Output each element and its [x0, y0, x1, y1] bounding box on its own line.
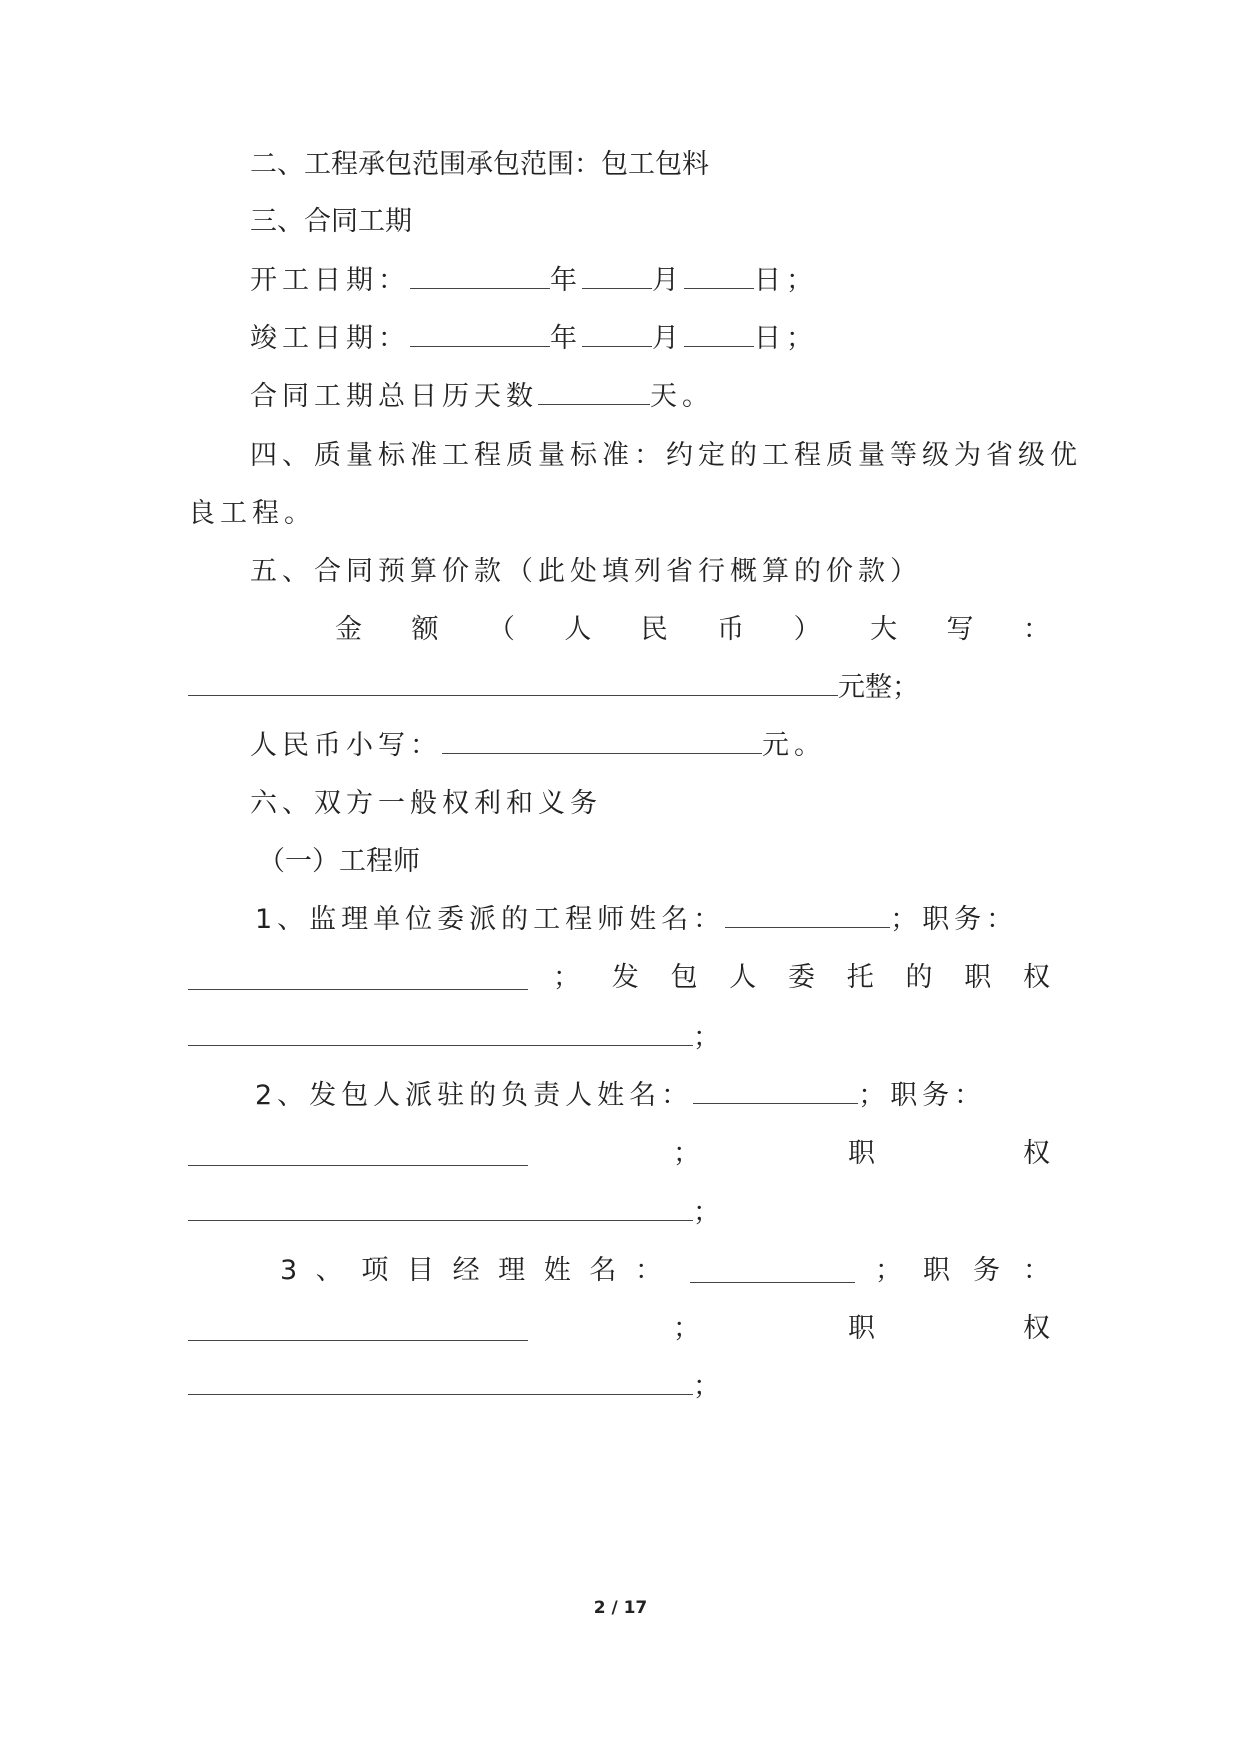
item3-post-char: ： [1023, 1255, 1050, 1286]
item1-separator: ； [890, 904, 923, 935]
quality-line-2: 良工程。 [188, 498, 316, 529]
item3-label-char: 理 [498, 1255, 526, 1286]
budget-title: 五、合同预算价款（此处填列省行概算的价款） [250, 556, 922, 587]
item1-post-blank [188, 963, 528, 990]
end-year-unit: 年 [550, 323, 582, 354]
quality-line-1: 四、质量标准工程质量标准：约定的工程质量等级为省级优 [250, 440, 1082, 471]
item3-label-char: 名 [589, 1255, 617, 1286]
start-date-label: 开工日期： [250, 265, 410, 296]
item1-line1 [255, 900, 1050, 940]
item2-line3 [188, 1193, 1050, 1233]
end-day-unit: 日； [754, 323, 818, 354]
item2-authority-blank [188, 1194, 693, 1221]
amount-upper-fill-line [188, 668, 1050, 708]
item2-authority-char: ； [673, 1138, 700, 1169]
item2-end: ； [693, 1197, 720, 1228]
item1-authority-char: 托 [846, 962, 874, 993]
start-year-blank [410, 262, 550, 289]
item2-post-blank [188, 1139, 528, 1166]
amount-upper-suffix: 元整； [838, 672, 919, 703]
item2-line1 [255, 1076, 1050, 1116]
item1-end: ； [693, 1022, 720, 1053]
item3-end: ； [693, 1371, 720, 1402]
item3-line3 [188, 1367, 1050, 1407]
item3-label-char: 项 [361, 1255, 389, 1286]
amount-upper-char: 人 [564, 614, 592, 645]
section-period-title: 三、合同工期 [250, 206, 412, 237]
total-days-blank [538, 378, 650, 405]
item3-authority-blank [188, 1368, 693, 1395]
item1-post-label: 职务： [922, 904, 1019, 935]
item3-name-blank [690, 1256, 855, 1283]
item2-name-blank [693, 1077, 858, 1104]
item2-separator: ； [858, 1080, 891, 1111]
total-days-unit: 天。 [650, 381, 714, 412]
item3-authority-char: 权 [1023, 1313, 1050, 1344]
item2-authority-char: 权 [1023, 1138, 1050, 1169]
engineer-title: （一）工程师 [258, 846, 420, 877]
item3-label-char: 经 [452, 1255, 480, 1286]
amount-upper-char: （ [487, 614, 515, 645]
amount-upper-char: 币 [717, 614, 745, 645]
amount-upper-char: 金 [335, 614, 362, 645]
item2-authority-char: 职 [848, 1138, 875, 1169]
item3-label-char: 3 [280, 1255, 298, 1286]
item1-authority-char: 发 [611, 962, 639, 993]
item3-line1 [280, 1251, 1050, 1291]
end-month-unit: 月 [652, 323, 684, 354]
item3-authority-text [673, 1309, 1050, 1349]
amount-upper-char: ： [1022, 614, 1050, 645]
start-date-line [250, 261, 1050, 301]
item1-authority-char: 包 [670, 962, 698, 993]
item3-line2 [188, 1309, 1050, 1349]
item1-name-blank [725, 901, 890, 928]
item1-authority-char: 权 [1023, 962, 1050, 993]
item1-authority-char: 人 [729, 962, 757, 993]
amount-lower-line [250, 726, 1050, 766]
item1-label: 1、监理单位委派的工程师姓名： [255, 904, 726, 935]
item3-label-char: 、 [315, 1255, 343, 1286]
amount-upper-char: 民 [640, 614, 668, 645]
item3-authority-char: 职 [848, 1313, 875, 1344]
amount-upper-label [335, 610, 1050, 650]
amount-lower-label: 人民币小写： [250, 730, 442, 761]
item3-label-char: 目 [406, 1255, 434, 1286]
amount-lower-blank [442, 727, 762, 754]
item1-authority-char: 职 [964, 962, 992, 993]
item2-authority-text [673, 1134, 1050, 1174]
end-date-label: 竣工日期： [250, 323, 410, 354]
total-days-line [250, 377, 1050, 417]
rights-title: 六、双方一般权利和义务 [250, 788, 602, 819]
item3-authority-char: ； [673, 1313, 700, 1344]
item3-post-char: 职 [923, 1255, 950, 1286]
item3-label-char: 姓 [543, 1255, 571, 1286]
item3-label [280, 1251, 662, 1291]
end-date-line [250, 319, 1050, 359]
item1-line2 [188, 958, 1050, 998]
amount-upper-char: 额 [411, 614, 439, 645]
item3-post-blank [188, 1314, 528, 1341]
item3-post-char: 务 [973, 1255, 1000, 1286]
start-year-unit: 年 [550, 265, 582, 296]
start-day-unit: 日； [754, 265, 818, 296]
total-days-label: 合同工期总日历天数 [250, 381, 538, 412]
item1-line3 [188, 1018, 1050, 1058]
item2-line2 [188, 1134, 1050, 1174]
item3-separator: ； [875, 1255, 902, 1286]
item1-authority-char: 委 [788, 962, 815, 993]
start-month-unit: 月 [652, 265, 684, 296]
amount-lower-suffix: 元。 [762, 730, 826, 761]
start-day-blank [684, 262, 754, 289]
item1-authority-char: 的 [905, 962, 933, 993]
page-number: 2 / 17 [593, 1598, 648, 1618]
end-month-blank [582, 320, 652, 347]
item2-post-label: 职务： [890, 1080, 987, 1111]
item3-label-char: ： [634, 1255, 662, 1286]
amount-upper-blank [188, 669, 838, 696]
start-month-blank [582, 262, 652, 289]
item3-post-label [923, 1251, 1050, 1291]
end-year-blank [410, 320, 550, 347]
item1-authority-blank [188, 1019, 693, 1046]
amount-upper-char: 大 [870, 614, 898, 645]
section-scope: 二、工程承包范围承包范围：包工包料 [250, 149, 709, 180]
amount-upper-char: ） [793, 614, 821, 645]
item1-authority-text [553, 958, 1050, 998]
end-day-blank [684, 320, 754, 347]
amount-upper-char: 写 [946, 614, 974, 645]
item2-label: 2、发包人派驻的负责人姓名： [255, 1080, 694, 1111]
item1-authority-char: ； [553, 962, 580, 993]
